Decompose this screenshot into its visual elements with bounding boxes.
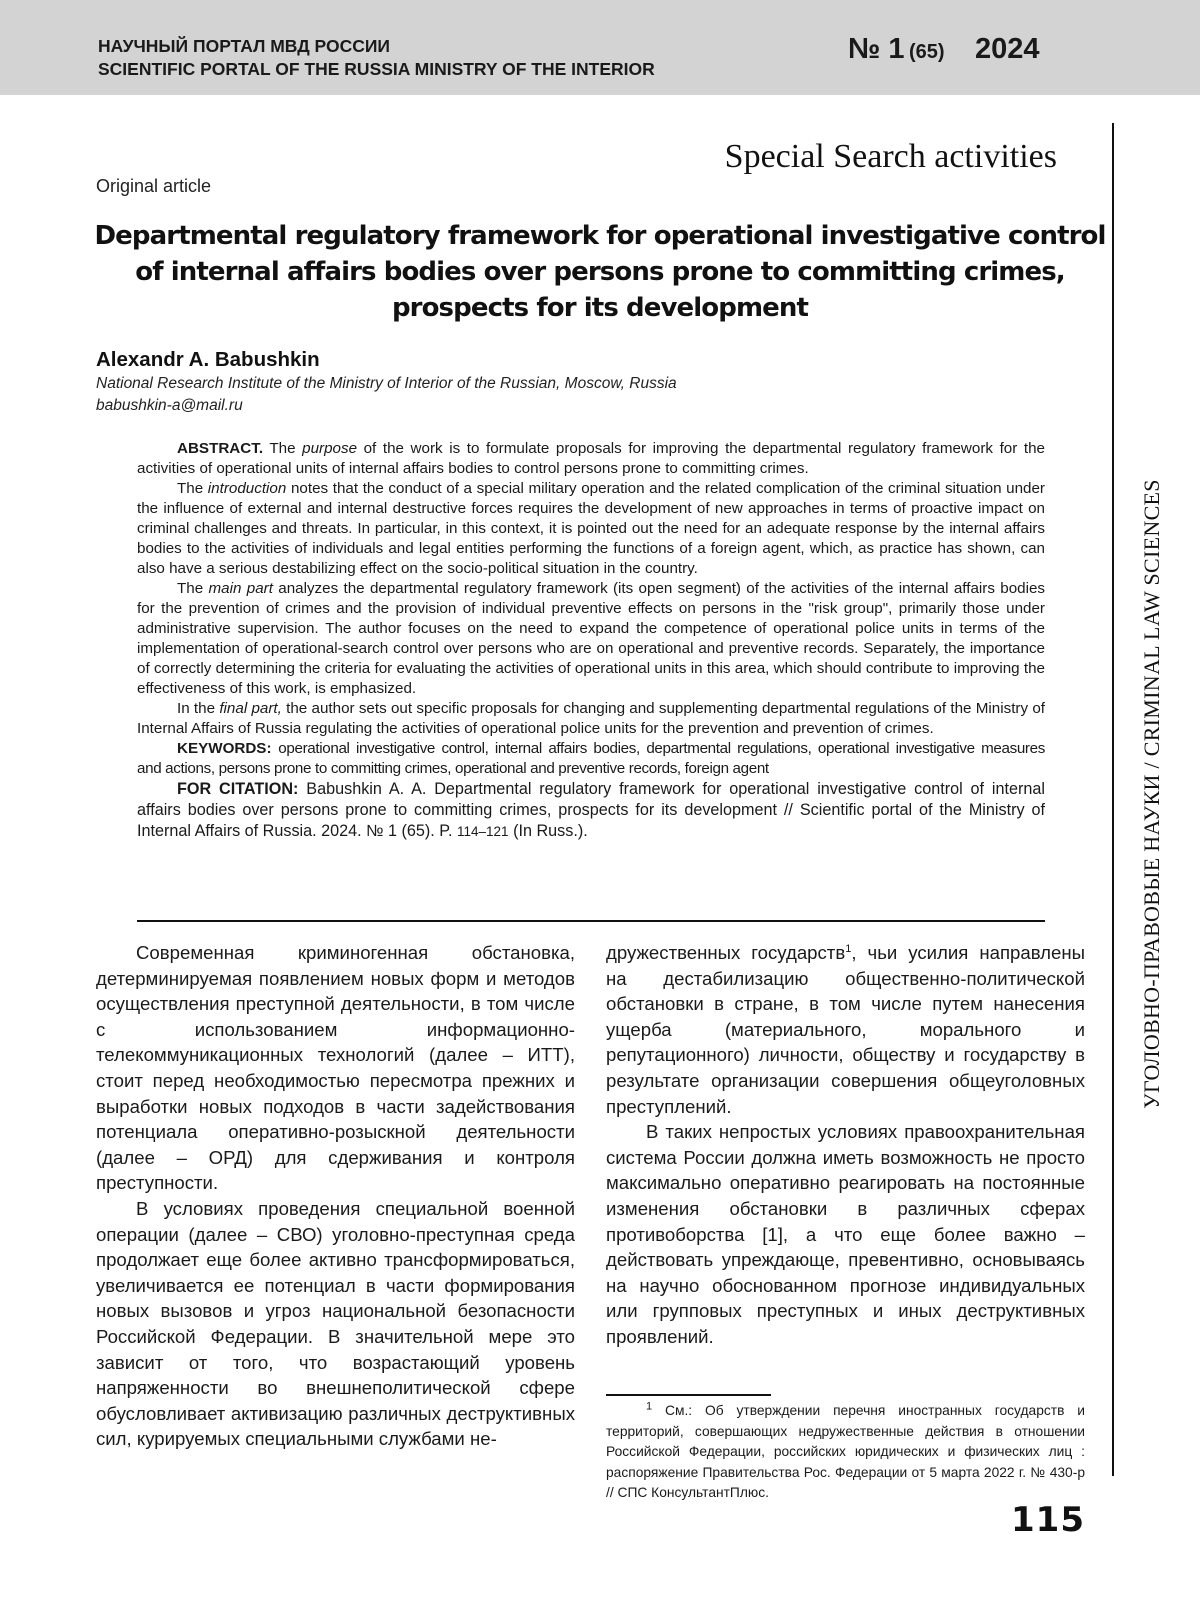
body-paragraph: В условиях проведения специальной военной операции (далее – СВО) уголовно-преступная среда продолжает еще более активно трансформироваться, увеличивается ее потенциал в части формирования новых вызовов и угроз национальной безопасности Российской Федерации. В значительной мере это зависит от того, что возрастающий уровень напряженности во внешнеполитической сфере обусловливает активизацию различных деструктивных сил, курируемых специальными службами не- bbox=[96, 1197, 575, 1450]
section-label-vertical: УГОЛОВНО-ПРАВОВЫЕ НАУКИ / CRIMINAL LAW SCIENCES bbox=[1139, 479, 1164, 1109]
footnote-rule bbox=[606, 1394, 771, 1396]
footnote-number: 1 bbox=[646, 1400, 653, 1413]
footnote bbox=[606, 1401, 1085, 1504]
body-paragraph: В таких непростых условиях правоохранительная система России должна иметь возможность не просто максимально оперативно реагировать на постоянные изменения обстановки в различных сферах противоборства [1], а что еще более важно – действовать упреждающе, превентивно, основываясь на научно обоснованном прогнозе индивидуальных или групповых преступных и иных деструктивных проявлений. bbox=[606, 1121, 1085, 1347]
citation-label: FOR CITATION: bbox=[177, 780, 299, 798]
issue-total: (65) bbox=[908, 41, 945, 63]
rubric: Special Search activities bbox=[724, 138, 1057, 175]
abstract bbox=[137, 439, 1045, 842]
citation: FOR CITATION: Babushkin A. A. Departmental regulatory framework for operational investigative control of internal affairs bodies over persons prone to committing crimes, prospects for its development // Scientific portal of the Ministry of Internal Affairs of Russia. 2024. № 1 (65). P. 114–121 (In Russ.). bbox=[137, 780, 1045, 840]
journal-title-en: SCIENTIFIC PORTAL OF THE RUSSIA MINISTRY OF THE INTERIOR bbox=[98, 59, 655, 79]
body-column-left bbox=[96, 940, 575, 1452]
abstract-label: ABSTRACT. bbox=[177, 440, 264, 457]
author-email: babushkin-a@mail.ru bbox=[96, 397, 243, 414]
body-paragraph: Современная криминогенная обстановка, детерминируемая появлением новых форм и методов осуществления преступной деятельности, в том числе с использованием информационно-телекоммуникационных технологий (далее – ИТТ), стоит перед необходимостью пересмотра прежних и выработки новых подходов в части задействования потенциала оперативно-розыскной деятельности (далее – ОРД) для сдерживания и контроля преступности. bbox=[96, 942, 575, 1194]
footnote-ref[interactable]: 1 bbox=[845, 942, 852, 955]
journal-title-ru: НАУЧНЫЙ ПОРТАЛ МВД РОССИИ bbox=[98, 36, 391, 56]
footnote-text: См.: Об утверждении перечня иностранных государств и территорий, совершающих недружественные действия в отношении Российской Федерации, российских юридических и физических лиц : распоряжение Правительства Рос. Федерации от 5 марта 2022 г. № 430-р // СПС КонсультантПлюс. bbox=[606, 1403, 1085, 1500]
abstract-main-part: The main part analyzes the departmental regulatory framework (its open segment) of the activities of the internal affairs bodies for the prevention of crimes and the provision of individual preventive effects on persons in the "risk group", primarily those under administrative supervision. The author focuses on the need to expand the competence of operational police units in terms of the implementation of operational-search control over persons who are on operational and preventive records. Separately, the importance of correctly determining the criteria for evaluating the activities of operational units in this area, which should contribute to improving the effectiveness of this work, is emphasized. bbox=[137, 580, 1046, 697]
article-type: Original article bbox=[96, 176, 212, 196]
body-paragraph: дружественных государств$^1$, чьи усилия направлены на дестабилизацию общественно-политической обстановки в стране, в том числе путем нанесения ущерба (материального, морального и репутационного) личности, обществу и государству в результате организации совершения общеуголовных преступлений. bbox=[606, 942, 1085, 1117]
abstract-purpose: ABSTRACT. The purpose of the work is to formulate proposals for improving the departmental regulatory framework for the activities of operational units of internal affairs bodies to control persons prone to committing crimes. bbox=[137, 440, 1046, 477]
issue-number: № 1 bbox=[848, 33, 905, 65]
article-title: Departmental regulatory framework for operational investigative control of internal affairs bodies over persons prone to committing crimes, prospects for its development bbox=[94, 221, 1106, 323]
issue-info bbox=[848, 33, 1040, 66]
keywords-label: KEYWORDS: bbox=[177, 740, 272, 757]
issue-year: 2024 bbox=[975, 33, 1040, 65]
page-number: 115 bbox=[1011, 1500, 1085, 1540]
body-column-right bbox=[606, 940, 1085, 1350]
abstract-introduction: The introduction notes that the conduct of a special military operation and the related complication of the criminal situation under the influence of external and internal destructive forces requires the development of new approaches in terms of proactive impact on criminal challenges and threats. In particular, in this context, it is pointed out the need for an adequate response by the internal affairs bodies to the activities of individuals and legal entities performing the functions of a foreign agent, which, as practice has shown, can also have a serious destabilizing effect on the socio-political situation in the country. bbox=[137, 480, 1045, 577]
abstract-rule bbox=[137, 920, 1045, 922]
keywords: KEYWORDS: operational investigative control, internal affairs bodies, departmental regulations, operational investigative measures and actions, persons prone to committing crimes, operational and preventive records, foreign agent bbox=[137, 740, 1045, 777]
author-name: Alexandr A. Babushkin bbox=[96, 348, 320, 371]
abstract-final-part: In the final part, the author sets out specific proposals for changing and supplementing departmental regulations of the Ministry of Internal Affairs of Russia regulating the activities of operational police units for the prevention and prevention of crimes. bbox=[137, 700, 1045, 737]
author-affiliation: National Research Institute of the Ministry of Interior of the Russian, Moscow, Russia bbox=[96, 375, 677, 392]
